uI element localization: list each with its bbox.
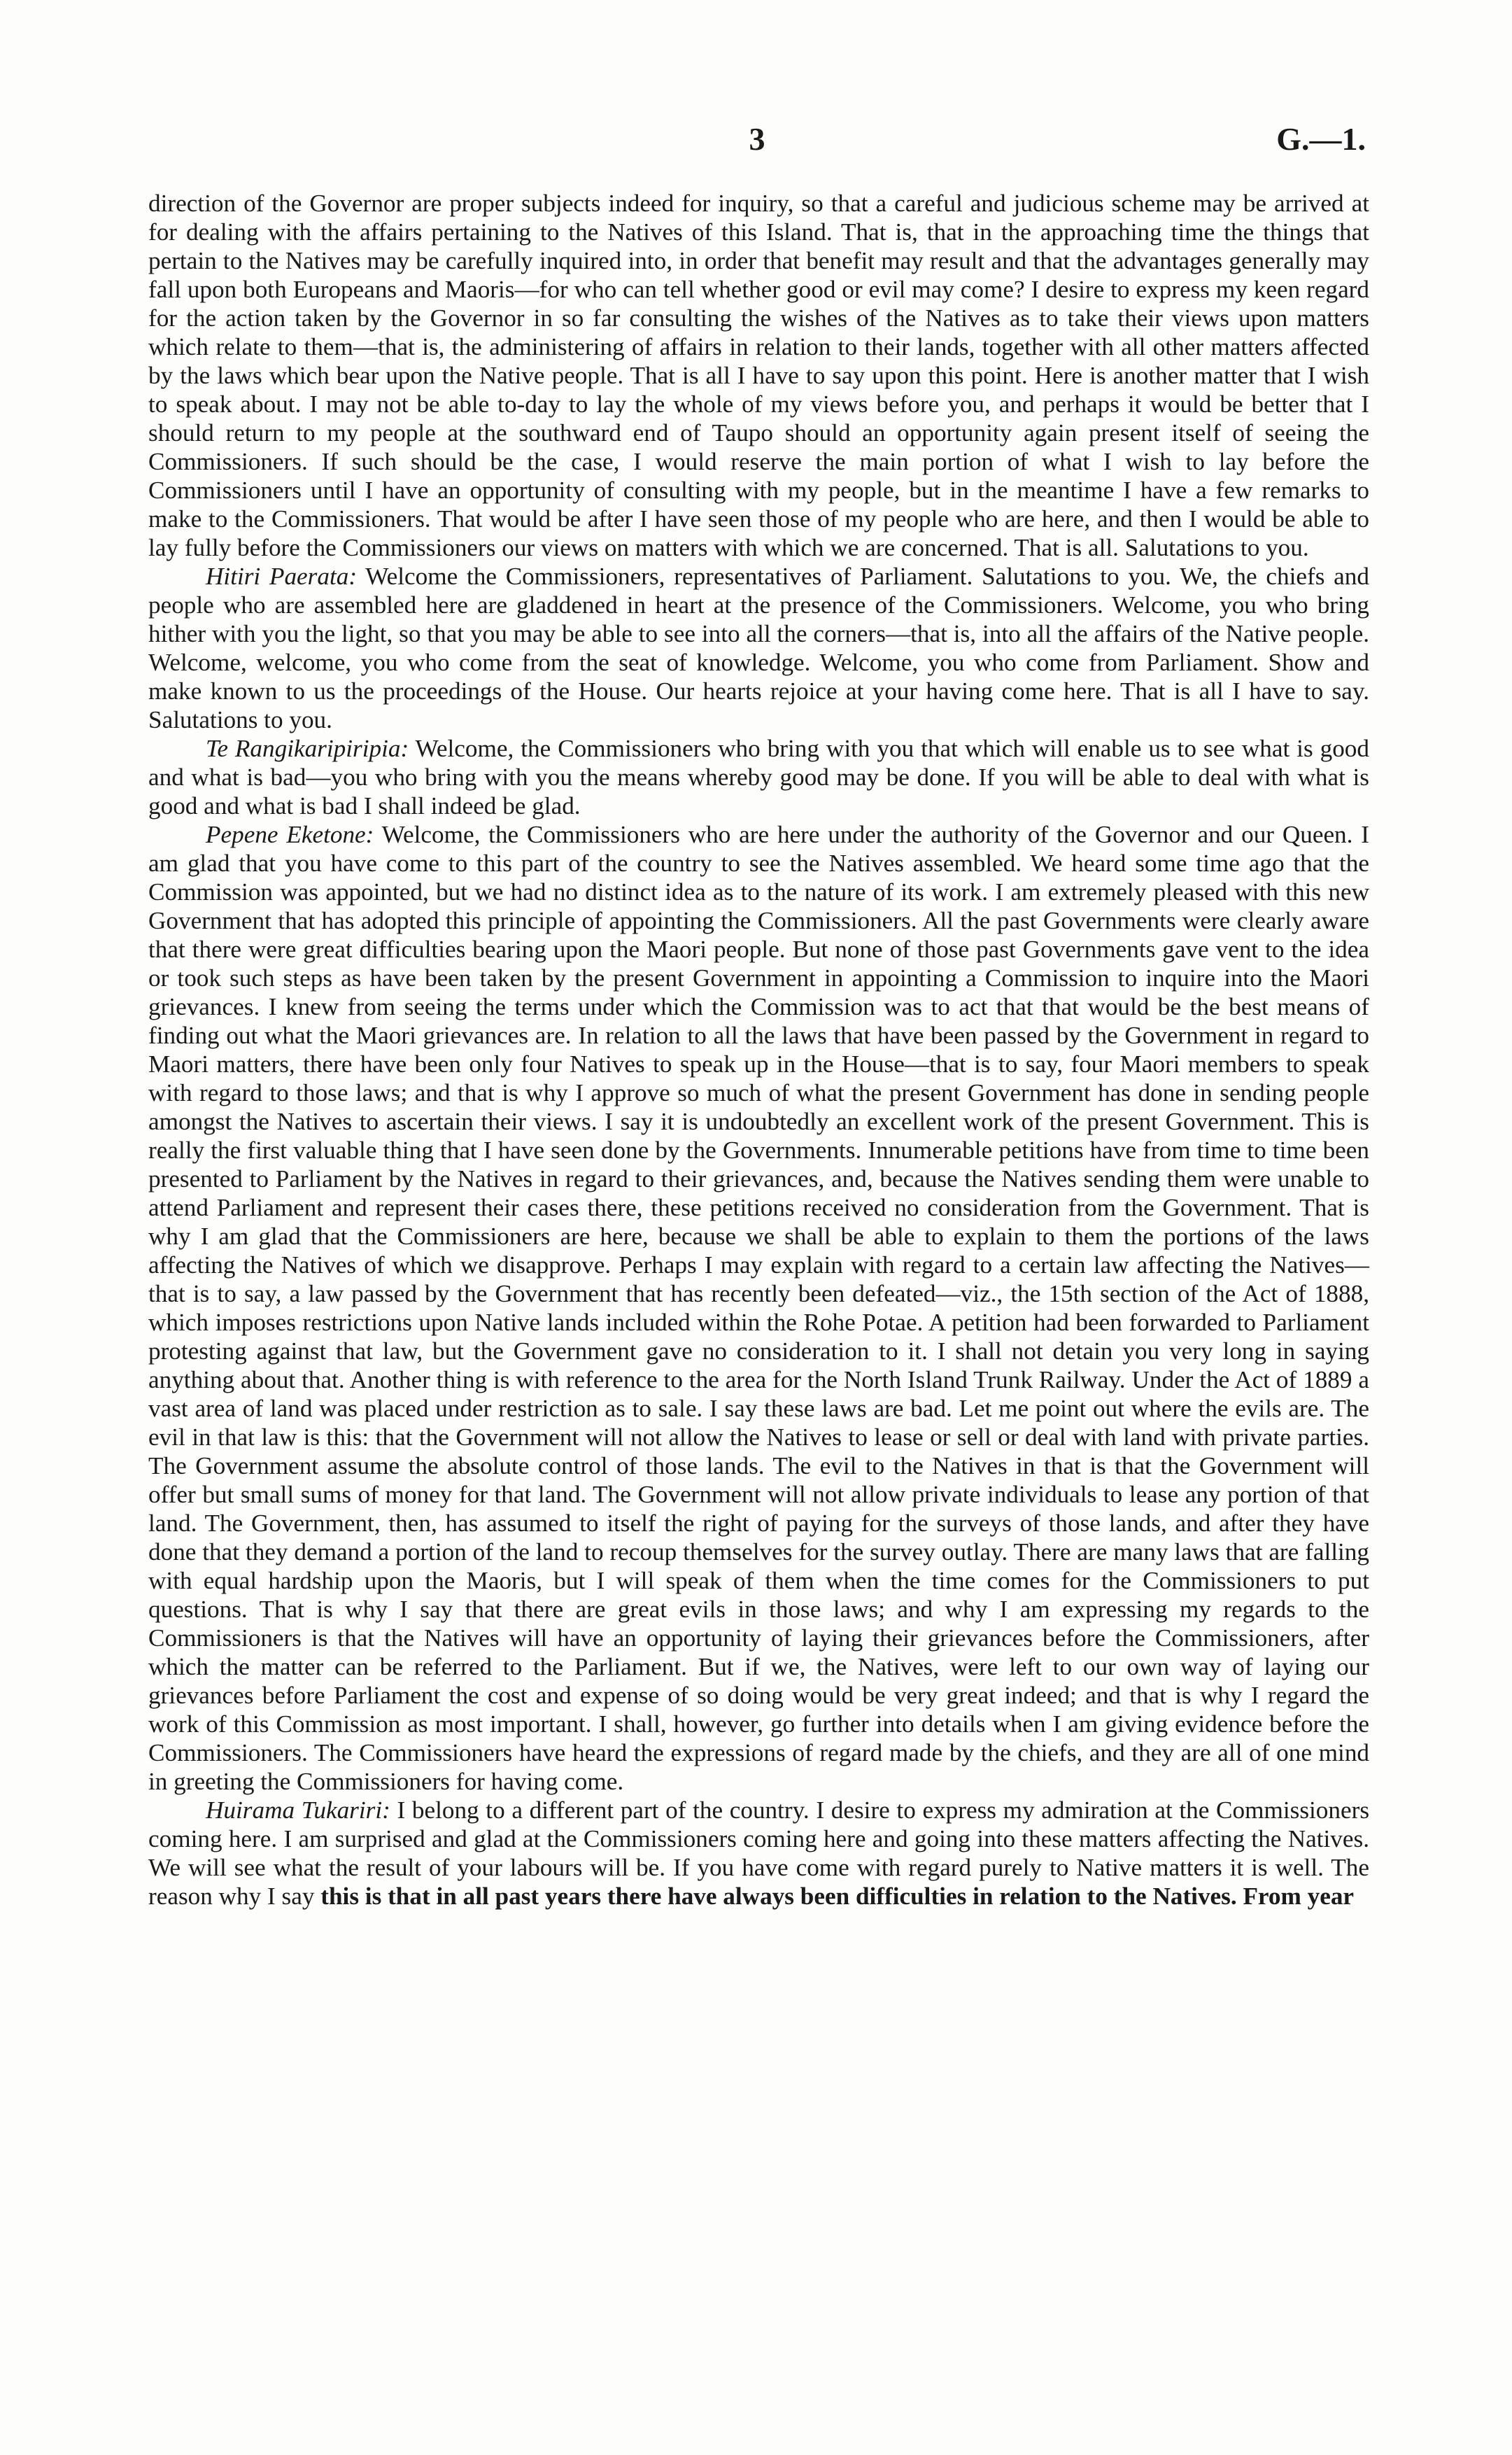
speech-pepene-eketone: [148, 820, 1369, 1796]
speaker-name: Te Rangikaripiripia:: [206, 735, 409, 762]
speaker-name: Pepene Eketone:: [206, 821, 374, 848]
speaker-name: Hitiri Paerata:: [206, 563, 358, 590]
document-reference: G.—1.: [1276, 121, 1366, 157]
paragraph-text: Welcome the Commissioners, representatives of Parliament. Salutations to you. We, the chiefs and people who are assembled here are gladdened in heart at the presence of the Commissioners. Welcome, you who bring hither with you the light, so that you may be able to see into all the corners—that is, into all the affairs of the Native people. Welcome, welcome, you who come from the seat of knowledge. Welcome, you who come from Parliament. Show and make known to us the proceedings of the House. Our hearts rejoice at your having come here. That is all I have to say. Salutations to you.: [148, 563, 1369, 733]
speech-huirama-tukariri: [148, 1796, 1369, 1911]
speaker-name: Huirama Tukariri:: [206, 1796, 390, 1824]
paragraph-text: Welcome, the Commissioners who are here under the authority of the Governor and our Queen. I am glad that you have come to this part of the country to see the Natives assembled. We heard some time ago that the Commission was appointed, but we had no distinct idea as to the nature of its work. I am extremely pleased with this new Government that has adopted this principle of appointing the Commissioners. All the past Governments were clearly aware that there were great difficulties bearing upon the Maori people. But none of those past Governments gave vent to the idea or took such steps as have been taken by the present Government in appointing a Commission to inquire into the Maori grievances. I knew from seeing the terms under which the Commission was to act that that would be the best means of finding out what the Maori grievances are. In relation to all the laws that have been passed by the Government in regard to Maori matters, there have been only four Natives to speak up in the House—that is to say, four Maori members to speak with regard to those laws; and that is why I approve so much of what the present Government has done in sending people amongst the Natives to ascertain their views. I say it is undoubtedly an excellent work of the present Government. This is really the first valuable thing that I have seen done by the Governments. Innumerable petitions have from time to time been presented to Parliament by the Natives in regard to their grievances, and, because the Natives sending them were unable to attend Parliament and represent their cases there, these petitions received no consideration from the Government. That is why I am glad that the Commissioners are here, because we shall be able to explain to them the portions of the laws affecting the Natives of which we disapprove. Perhaps I may explain with regard to a certain law affecting the Natives—that is to say, a law passed by the Government that has recently been defeated—viz., the 15th section of the Act of 1888, which imposes restrictions upon Native lands included within the Rohe Potae. A petition had been forwarded to Parliament protesting against that law, but the Government gave no consideration to it. I shall not detain you very long in saying anything about that. Another thing is with reference to the area for the North Island Trunk Railway. Under the Act of 1889 a vast area of land was placed under restriction as to sale. I say these laws are bad. Let me point out where the evils are. The evil in that law is this: that the Government will not allow the Natives to lease or sell or deal with land with private parties. The Government assume the absolute control of those lands. The evil to the Natives in that is that the Government will offer but small sums of money for that land. The Government will not allow private individuals to lease any portion of that land. The Government, then, has assumed to itself the right of paying for the surveys of those lands, and after they have done that they demand a portion of the land to recoup themselves for the survey outlay. There are many laws that are falling with equal hardship upon the Maoris, but I will speak of them when the time comes for the Commissioners to put questions. That is why I say that there are great evils in those laws; and why I am expressing my regards to the Commissioners is that the Natives will have an opportunity of laying their grievances before the Commissioners, after which the matter can be referred to the Parliament. But if we, the Natives, were left to our own way of laying our grievances before Parliament the cost and expense of so doing would be very great indeed; and that is why I regard the work of this Commission as most important. I shall, however, go further into details when I am giving evidence before the Commissioners. The Commissioners have heard the expressions of regard made by the chiefs, and they are all of one mind in greeting the Commissioners for having come.: [148, 821, 1369, 1795]
document-body: [148, 189, 1369, 1911]
paragraph-continuation: [148, 189, 1369, 562]
speech-te-rangikaripiripia: [148, 734, 1369, 820]
paragraph-text: direction of the Governor are proper subjects indeed for inquiry, so that a careful and judicious scheme may be arrived at for dealing with the affairs pertaining to the Natives of this Island. That is, that in the approaching time the things that pertain to the Natives may be carefully inquired into, in order that benefit may result and that the advantages generally may fall upon both Europeans and Maoris—for who can tell whether good or evil may come? I desire to express my keen regard for the action taken by the Governor in so far consulting the wishes of the Natives as to take their views upon matters which relate to them—that is, the administering of affairs in relation to their lands, together with all other matters affected by the laws which bear upon the Native people. That is all I have to say upon this point. Here is another matter that I wish to speak about. I may not be able to-day to lay the whole of my views before you, and perhaps it would be better that I should return to my people at the southward end of Taupo should an opportunity again present itself of seeing the Commissioners. If such should be the case, I would reserve the main portion of what I wish to lay before the Commissioners until I have an opportunity of consulting with my people, but in the meantime I have a few remarks to make to the Commissioners. That would be after I have seen those of my people who are here, and then I would be able to lay fully before the Commissioners our views on matters with which we are concerned. That is all. Salutations to you.: [148, 190, 1369, 561]
paragraph-text: I belong to a different part of the country. I desire to express my admiration at the Commissioners coming here. I am surprised and glad at the Commissioners coming here and going into these matters affecting the Natives. We will see what the result of your labours will be. If you have come with regard purely to Native matters it is well. The reason why I say: [148, 1796, 1370, 1910]
paragraph-text: Welcome, the Commissioners who bring with you that which will enable us to see what is good and what is bad—you who bring with you the means whereby good may be done. If you will be able to deal with what is good and what is bad I shall indeed be glad.: [148, 735, 1369, 819]
paragraph-bold-tail: this is that in all past years there have always been difficulties in relation to the Natives. From year: [320, 1883, 1355, 1910]
page-number: 3: [749, 121, 765, 157]
speech-hitiri-paerata: [148, 562, 1369, 734]
page-header: [148, 120, 1366, 162]
